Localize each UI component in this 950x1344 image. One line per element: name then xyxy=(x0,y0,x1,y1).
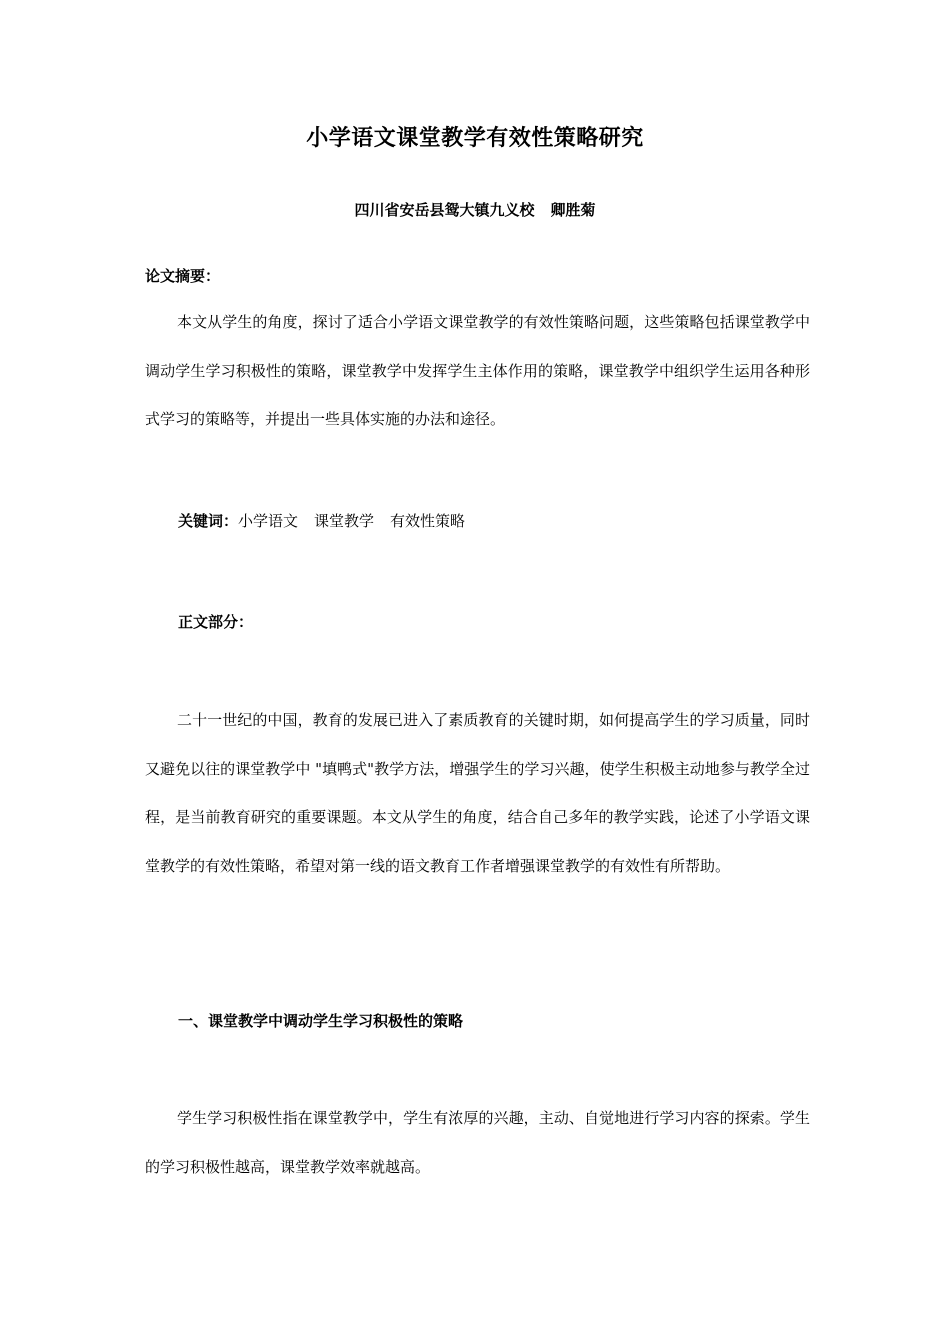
intro-paragraph: 二十一世纪的中国，教育的发展已进入了素质教育的关键时期，如何提高学生的学习质量，同时又避免以往的课堂教学中 "填鸭式"教学方法，增强学生的学习兴趣，使学生积极主动地参与教学全过程，是当前教育研究的重要课题。本文从学生的角度，结合自己多年的教学实践，论述了小学语文课堂教学的有效性策略，希望对第一线的语文教育工作者增强课堂教学的有效性有所帮助。 xyxy=(145,711,810,875)
abstract-label: 论文摘要： xyxy=(145,267,221,285)
section-paragraph: 学生学习积极性指在课堂教学中，学生有浓厚的兴趣，主动、自觉地进行学习内容的探索。学生的学习积极性越高，课堂教学效率就越高。 xyxy=(145,1109,810,1176)
body-label: 正文部分： xyxy=(178,613,254,631)
author-line xyxy=(0,199,950,220)
author-name: 卿胜菊 xyxy=(550,201,596,219)
document-title: 小学语文课堂教学有效性策略研究 xyxy=(306,125,644,151)
section-heading: 一、课堂教学中调动学生学习积极性的策略 xyxy=(178,1012,464,1030)
keywords-line xyxy=(178,510,465,531)
keyword-item: 课堂教学 xyxy=(314,512,375,530)
keyword-item: 小学语文 xyxy=(238,512,299,530)
abstract-paragraph: 本文从学生的角度，探讨了适合小学语文课堂教学的有效性策略问题，这些策略包括课堂教学中调动学生学习积极性的策略，课堂教学中发挥学生主体作用的策略，课堂教学中组织学生运用各种形式学习的策略等，并提出一些具体实施的办法和途径。 xyxy=(145,313,810,428)
keyword-item: 有效性策略 xyxy=(390,512,466,530)
author-school: 四川省安岳县鸳大镇九义校 xyxy=(354,201,535,219)
keywords-label: 关键词： xyxy=(178,512,239,530)
